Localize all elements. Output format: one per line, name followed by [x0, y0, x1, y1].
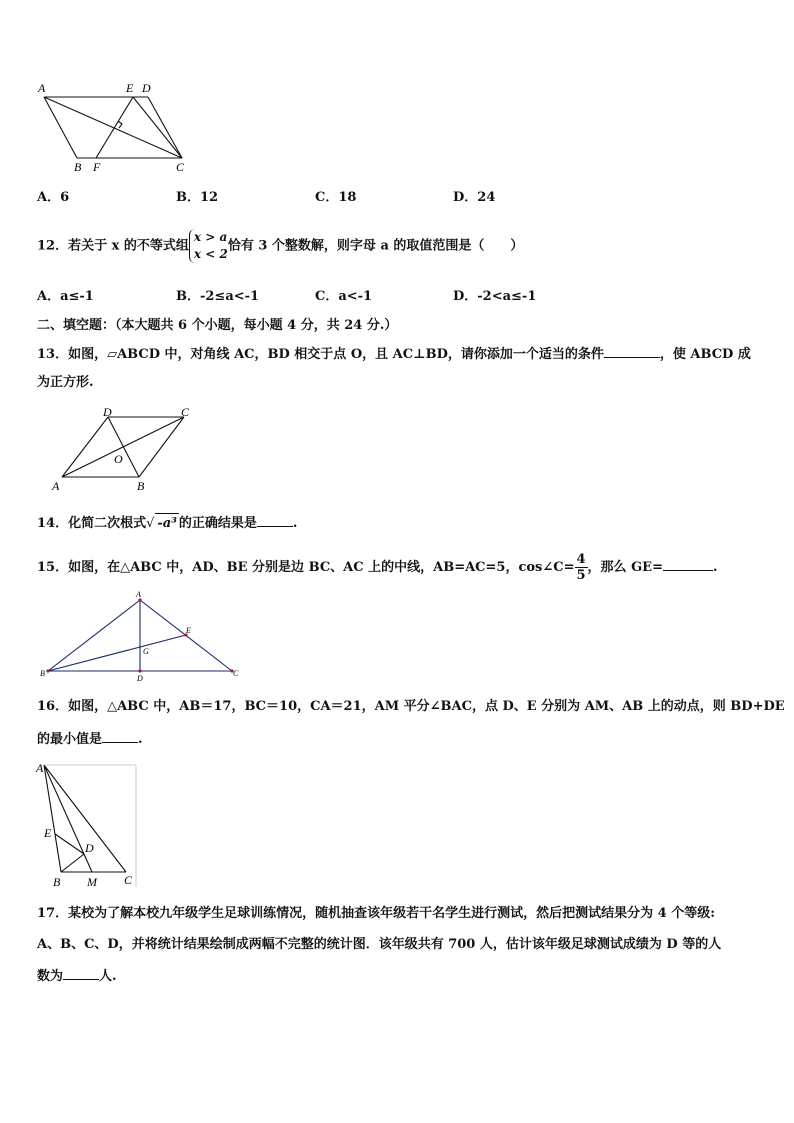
q11-label-c: C [176, 160, 185, 174]
q11-option-c: C．18 [315, 190, 357, 205]
q16-segment-bd [61, 854, 84, 872]
q13-answer-blank[interactable] [604, 343, 660, 358]
q13-line1 [37, 343, 751, 365]
q16-line2 [37, 728, 143, 750]
q15-edge-ab [48, 600, 140, 671]
q16-answer-blank[interactable] [102, 728, 138, 743]
q15-fraction [575, 552, 588, 583]
q17-line3 [37, 965, 117, 987]
q15-label-a: A [136, 590, 141, 599]
q17-line2: A、B、C、D，并将统计结果绘制成两幅不完整的统计图．该年级共有 700 人，估计该年级足球测试成绩为 D 等的人 [37, 937, 722, 952]
q12-option-b: B．-2≤a<-1 [176, 289, 260, 304]
q12-prefix: 12．若关于 x 的不等式组 [37, 238, 189, 254]
q16-line2-text: 的最小值是 [37, 732, 103, 747]
q14-prefix: 14．化简二次根式 [37, 516, 147, 531]
q17-line3-a: 数为 [37, 969, 64, 984]
q15-question [37, 552, 718, 583]
q16-end: . [138, 732, 143, 747]
q12-inequality-system [189, 229, 228, 263]
q11-segment-ec [133, 97, 182, 158]
q15-label-c: C [233, 669, 239, 678]
q14-end: . [292, 516, 298, 531]
q11-right-angle-mark [118, 121, 122, 128]
q15-median-be [48, 635, 186, 671]
q13-label-c: C [181, 405, 190, 419]
q17-line3-b: 人. [99, 969, 117, 984]
q15-suffix: ，那么 GE= [587, 560, 663, 575]
q11-label-b: B [74, 160, 82, 174]
q13-label-b: B [137, 479, 145, 493]
section2-title: 二、填空题：（本大题共 6 个小题，每小题 4 分，共 24 分.） [37, 318, 398, 333]
q15-answer-blank[interactable] [663, 556, 713, 571]
q16-figure [34, 760, 138, 888]
q12-question [37, 229, 523, 263]
q15-label-e: E [186, 626, 191, 635]
q15-frac-den: 5 [576, 568, 586, 583]
q15-frac-num: 4 [576, 552, 586, 567]
q13-diag-bd [108, 417, 139, 477]
q14-radicand: -a³ [155, 513, 179, 534]
q16-line1: 16．如图，△ABC 中，AB＝17，BC＝10，CA＝21，AM 平分∠BAC，点 D、E 分别为 AM、AB 上的动点，则 BD+DE [37, 699, 785, 714]
q17-answer-blank[interactable] [63, 965, 99, 980]
q16-edge-ab [44, 765, 61, 872]
q12-ineq2: x < 2 [193, 247, 228, 261]
q13-figure [48, 404, 198, 496]
q12-option-c: C．a<-1 [315, 289, 373, 304]
q12-ineq1: x > a [193, 230, 228, 244]
q12-suffix: 恰有 3 个整数解，则字母 a 的取值范围是（ ） [227, 238, 524, 254]
q11-option-b: B．12 [176, 190, 219, 205]
q17-line1: 17．某校为了解本校九年级学生足球训练情况，随机抽查该年级若干名学生进行测试，然后把测试结果分为 4 个等级: [37, 906, 715, 921]
q12-option-a: A．a≤-1 [37, 289, 94, 304]
q11-edge-dc [148, 97, 182, 158]
q15-figure [36, 588, 250, 684]
q16-label-e: E [44, 826, 52, 840]
q15-end: . [712, 560, 718, 575]
q15-label-g: G [143, 647, 149, 656]
q13-edge-ad [62, 417, 108, 477]
q15-label-b: B [40, 669, 45, 678]
q13-label-a: A [52, 479, 60, 493]
q11-label-f: F [93, 160, 101, 174]
q13-label-o: O [114, 452, 123, 466]
q13-line2: 为正方形. [37, 375, 94, 390]
q16-label-a: A [36, 761, 44, 775]
q15-label-d: D [137, 674, 143, 683]
q13-edge-bc [139, 417, 184, 477]
q13-label-d: D [103, 405, 112, 419]
q14-answer-blank[interactable] [257, 512, 293, 527]
q16-label-d: D [85, 841, 94, 855]
q11-edge-ab [44, 97, 77, 158]
q12-option-d: D．-2<a≤-1 [453, 289, 537, 304]
q16-label-m: M [87, 875, 97, 888]
q16-label-c: C [124, 873, 133, 887]
q11-label-a: A [38, 81, 46, 95]
q11-option-d: D．24 [453, 190, 496, 205]
q11-diag-ac [44, 97, 182, 158]
q15-prefix: 15．如图，在△ABC 中，AD、BE 分别是边 BC、AC 上的中线，AB=AC=5，cos∠C= [37, 560, 575, 575]
q11-label-d: D [142, 81, 151, 95]
q16-label-b: B [53, 875, 61, 888]
q14-question: 14．化简二次根式√ -a³ 的正确结果是 . [37, 512, 297, 534]
q13-line1-a: 13．如图，▱ABCD 中，对角线 AC，BD 相交于点 O，且 AC⊥BD，请你添加一个适当的条件 [37, 347, 604, 362]
q14-suffix: 的正确结果是 [178, 516, 257, 531]
q11-option-a: A．6 [37, 190, 70, 205]
q11-label-e: E [126, 81, 134, 95]
q11-figure [36, 80, 196, 174]
q11-segment-ef [96, 97, 133, 158]
q13-line1-b: ，使 ABCD 成 [659, 347, 751, 362]
